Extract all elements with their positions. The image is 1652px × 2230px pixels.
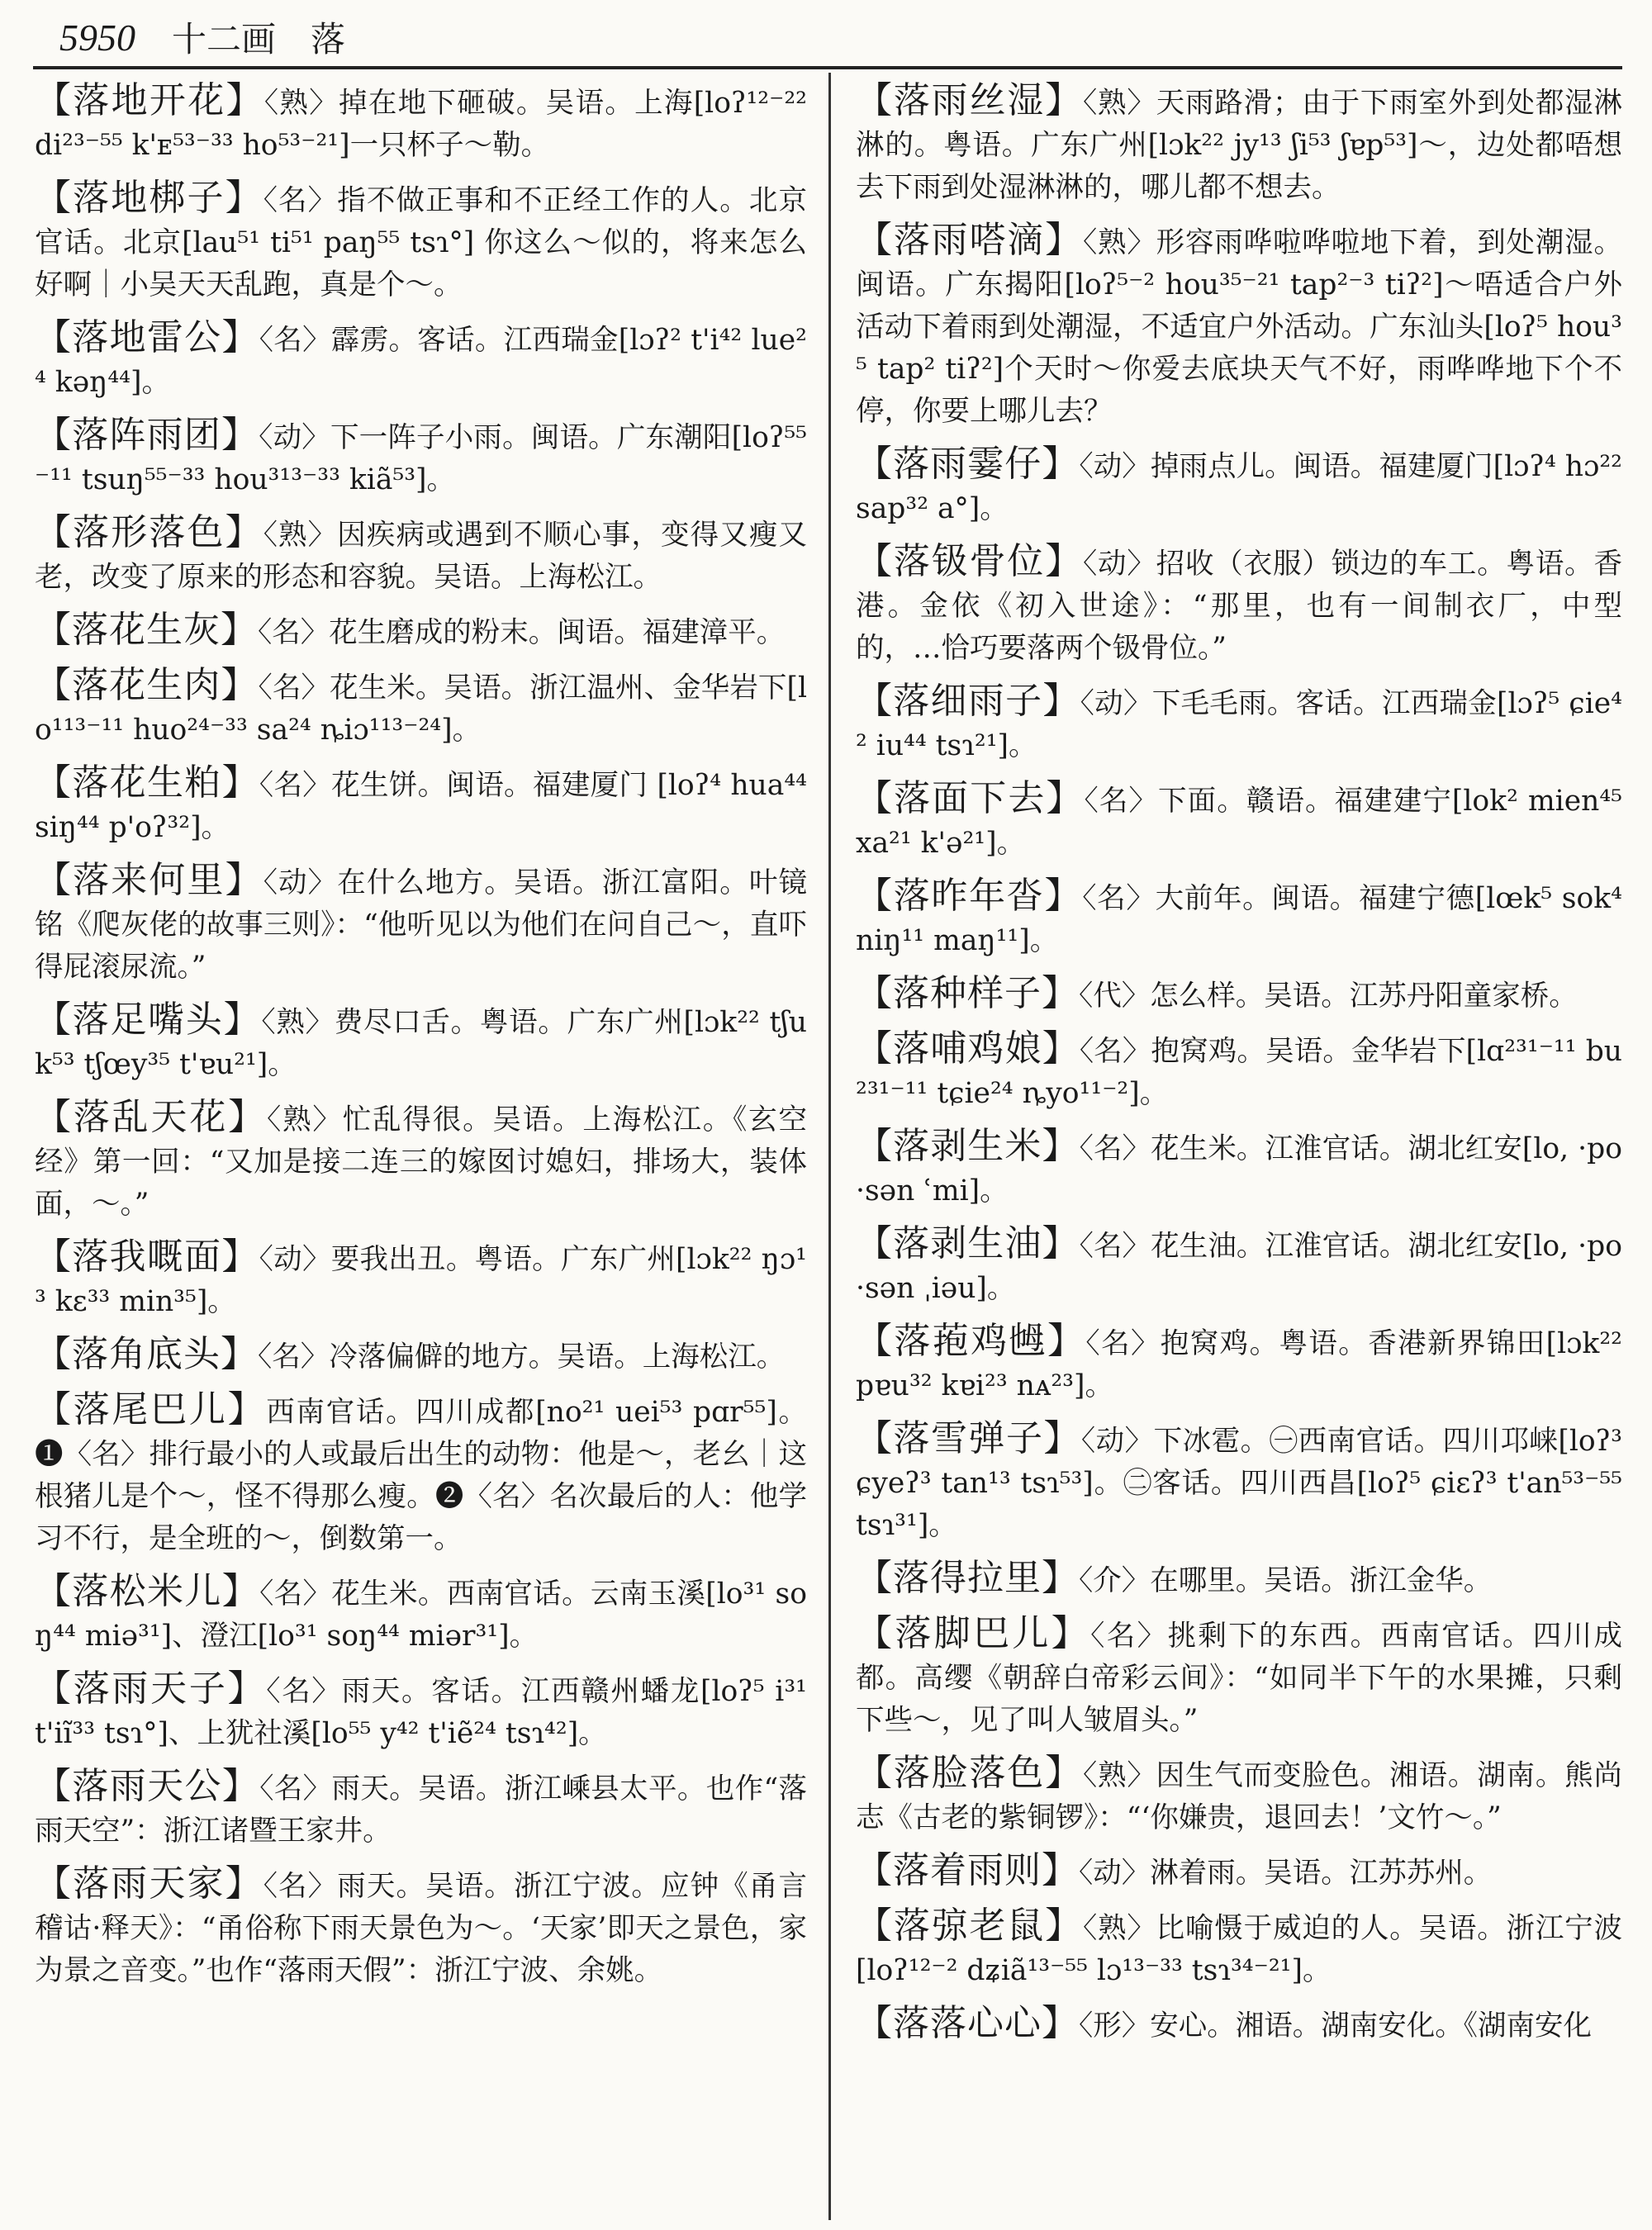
dictionary-entry: [35, 79, 807, 167]
dictionary-entry: [35, 1333, 807, 1378]
entry-headword: 【落细雨子】: [856, 680, 1080, 722]
dictionary-entry: [35, 664, 807, 752]
entry-definition: 〈名〉花生米。江淮官话。湖北红安[lo, ·po ·sən ʿmi]。: [856, 1132, 1622, 1208]
dictionary-entry: [856, 1557, 1622, 1602]
entry-headword: 【落松米儿】: [35, 1570, 260, 1612]
entry-headword: 【落落心心】: [856, 2002, 1079, 2044]
dictionary-entry: [856, 1849, 1622, 1895]
entry-headword: 【落种样子】: [856, 972, 1079, 1014]
entry-headword: 【落脸落色】: [856, 1752, 1083, 1794]
entry-definition: 〈动〉下毛毛雨。客话。江西瑞金[lɔʔ⁵ ɕie⁴² iu⁴⁴ tsɿ²¹]。: [856, 687, 1622, 762]
dictionary-entry: [856, 79, 1622, 209]
entry-definition: 〈动〉掉雨点儿。闽语。福建厦门[lɔʔ⁴ hɔ²² sap³² a°]。: [856, 450, 1622, 525]
entry-headword: 【落弶老鼠】: [856, 1905, 1083, 1947]
entry-headword: 【落菢鸡乸】: [856, 1320, 1086, 1362]
dictionary-entry: [35, 1388, 807, 1560]
header-rule: [33, 66, 1622, 69]
entry-definition: 〈名〉抱窝鸡。粤语。香港新界锦田[lɔk²² pɐu³² kɐi²³ nᴀ²³]。: [856, 1327, 1622, 1402]
entry-definition: 〈代〉怎么样。吴语。江苏丹阳童家桥。: [1079, 980, 1578, 1013]
dictionary-entry: [856, 2002, 1622, 2047]
entry-definition: 〈动〉要我出丑。粤语。广东广州[lɔk²² ŋɔ¹³ kɛ³³ min³⁵]。: [35, 1243, 807, 1318]
entry-definition: 〈名〉大前年。闽语。福建宁德[lœk⁵ sok⁴ niŋ¹¹ maŋ¹¹]。: [856, 882, 1622, 957]
dictionary-entry: [35, 414, 807, 501]
entry-definition: 〈熟〉因生气而变脸色。湘语。湖南。熊尚志《古老的紫铜锣》：“‘你嫌贵，退回去！’文竹～。”: [856, 1759, 1622, 1834]
entry-headword: 【落地开花】: [35, 79, 264, 121]
entry-definition: 〈名〉花生油。江淮官话。湖北红安[lo, ·po ·sən ˌiəu]。: [856, 1230, 1622, 1305]
entry-headword: 【落尾巴儿】: [35, 1388, 267, 1431]
entry-headword: 【落剥生油】: [856, 1222, 1080, 1264]
dictionary-entry: [35, 609, 807, 654]
dictionary-entry: [856, 540, 1622, 670]
dictionary-entry: [856, 1320, 1622, 1407]
entry-definition: 〈动〉下冰雹。㊀西南官话。四川邛崃[loʔ³ ɕyeʔ³ tan¹³ tsɿ⁵³]。㊁客话。四川西昌[loʔ⁵ ɕiɛʔ³ t'an⁵³⁻⁵⁵ tsɿ³¹]。: [856, 1425, 1622, 1542]
entry-headword: 【落着雨则】: [856, 1849, 1079, 1891]
entry-definition: 〈名〉雨天。吴语。浙江宁波。应钟《甬言稽诂·释天》：“甬俗称下雨天景色为～。‘天家’即天之景色，家为景之音变。”也作“落雨天假”：浙江宁波、余姚。: [35, 1870, 807, 1987]
page-title: 十二画 落: [172, 19, 346, 59]
dictionary-entry: [35, 999, 807, 1086]
entry-definition: 〈熟〉忙乱得很。吴语。上海松江。《玄空经》第一回：“又加是接二连三的嫁囡讨媳妇，排场大，装体面，～。”: [35, 1103, 807, 1221]
entry-headword: 【落地梆子】: [35, 177, 263, 219]
entry-headword: 【落雨天公】: [35, 1765, 260, 1807]
entry-definition: 〈熟〉天雨路滑；由于下雨室外到处都湿淋淋的。粤语。广东广州[lɔk²² jy¹³ ʃi⁵³ ʃɐp⁵³]～，边处都唔想去下雨到处湿淋淋的，哪儿都不想去。: [856, 87, 1622, 204]
entry-headword: 【落剥生米】: [856, 1125, 1080, 1167]
entry-definition: 〈名〉花生饼。闽语。福建厦门 [loʔ⁴ hua⁴⁴ siŋ⁴⁴ p'oʔ³²]。: [35, 769, 807, 844]
dictionary-entry: [856, 875, 1622, 962]
entry-definition: 〈名〉花生磨成的粉末。闽语。福建漳平。: [258, 616, 786, 649]
dictionary-entry: [35, 1862, 807, 1992]
entry-definition: 〈形〉安心。湘语。湖南安化。《湖南安化: [1079, 2009, 1592, 2043]
entry-definition: 〈熟〉掉在地下砸破。吴语。上海[loʔ¹²⁻²² di²³⁻⁵⁵ k'ᴇ⁵³⁻³³ ho⁵³⁻²¹]一只杯子～勒。: [35, 87, 807, 162]
dictionary-entry: [856, 972, 1622, 1018]
dictionary-entry: [856, 1125, 1622, 1212]
entry-headword: 【落花生肉】: [35, 664, 259, 706]
entry-headword: 【落雪弹子】: [856, 1417, 1081, 1459]
entry-headword: 【落雨丝湿】: [856, 79, 1083, 121]
dictionary-entry: [35, 511, 807, 599]
entry-headword: 【落角底头】: [35, 1333, 258, 1375]
entry-headword: 【落雨天子】: [35, 1668, 267, 1710]
dictionary-entry: [856, 1417, 1622, 1547]
entry-headword: 【落雨天家】: [35, 1862, 263, 1905]
entry-definition: 〈名〉花生米。西南官话。云南玉溪[lo³¹ soŋ⁴⁴ miə³¹]、澄江[lo³¹ soŋ⁴⁴ miər³¹]。: [35, 1578, 807, 1653]
dictionary-entry: [35, 1236, 807, 1323]
dictionary-entry: [35, 859, 807, 989]
entry-definition: 〈名〉挑剩下的东西。西南官话。四川成都。高缨《朝辞白帝彩云间》：“如同半下午的水果摊，只剩下些～，见了叫人皱眉头。”: [856, 1620, 1622, 1737]
entry-definition: 〈动〉在什么地方。吴语。浙江富阳。叶镜铭《爬灰佬的故事三则》：“他听见以为他们在问自己～，直吓得屁滚尿流。”: [35, 866, 807, 984]
entry-headword: 【落哺鸡娘】: [856, 1027, 1080, 1070]
entry-headword: 【落钑骨位】: [856, 540, 1083, 582]
entry-headword: 【落来何里】: [35, 859, 263, 901]
entry-headword: 【落花生灰】: [35, 609, 258, 651]
page-header: [59, 12, 1622, 63]
left-column: [35, 79, 807, 2218]
dictionary-entry: [35, 1096, 807, 1226]
entry-definition: 〈熟〉因疾病或遇到不顺心事，变得又瘦又老，改变了原来的形态和容貌。吴语。上海松江。: [35, 519, 807, 594]
dictionary-entry: [35, 1668, 807, 1755]
entry-headword: 【落乱天花】: [35, 1096, 267, 1138]
entry-definition: 〈动〉下一阵子小雨。闽语。广东潮阳[loʔ⁵⁵⁻¹¹ tsuŋ⁵⁵⁻³³ hou³¹³⁻³³ kiã⁵³]。: [35, 421, 807, 496]
entry-headword: 【落我嘅面】: [35, 1236, 259, 1278]
dictionary-entry: [856, 680, 1622, 767]
entry-definition: 〈介〉在哪里。吴语。浙江金华。: [1079, 1564, 1493, 1597]
entry-headword: 【落足嘴头】: [35, 999, 262, 1041]
entry-definition: 〈熟〉费尽口舌。粤语。广东广州[lɔk²² tʃuk⁵³ tʃœy³⁵ t'ɐu²¹]。: [35, 1006, 807, 1081]
entry-definition: 〈名〉霹雳。客话。江西瑞金[lɔʔ² t'i⁴² lue²⁴ kəŋ⁴⁴]。: [35, 324, 807, 399]
dictionary-entry: [35, 1765, 807, 1853]
entry-definition: 〈名〉冷落偏僻的地方。吴语。上海松江。: [258, 1340, 786, 1374]
entry-headword: 【落阵雨团】: [35, 414, 259, 456]
dictionary-entry: [35, 762, 807, 849]
entry-headword: 【落雨嗒滴】: [856, 219, 1083, 261]
entry-definition: 〈名〉下面。赣语。福建建宁[lok² mien⁴⁵ xa²¹ k'ə²¹]。: [856, 785, 1622, 860]
dictionary-entry: [856, 1612, 1622, 1742]
entry-headword: 【落花生粕】: [35, 762, 259, 804]
entry-definition: 〈名〉雨天。客话。江西赣州蟠龙[loʔ⁵ i³¹ t'iĩ³³ tsɿ°]、上犹社溪[lo⁵⁵ y⁴² t'iẽ²⁴ tsɿ⁴²]。: [35, 1675, 807, 1750]
entry-headword: 【落昨年沓】: [856, 875, 1083, 917]
entry-definition: 〈名〉雨天。吴语。浙江嵊县太平。也作“落雨天空”：浙江诸暨王家井。: [35, 1772, 807, 1848]
entry-definition: 〈名〉花生米。吴语。浙江温州、金华岩下[lo¹¹³⁻¹¹ huo²⁴⁻³³ sa²⁴ ȵiɔ¹¹³⁻²⁴]。: [35, 671, 807, 747]
dictionary-entry: [856, 219, 1622, 433]
entry-headword: 【落脚巴儿】: [856, 1612, 1091, 1654]
entry-definition: 〈动〉招收（衣服）锁边的车工。粤语。香港。金依《初入世途》：“那里，也有一间制衣厂，中型的，…恰巧要落两个钑骨位。”: [856, 548, 1622, 665]
dictionary-entry: [35, 177, 807, 306]
entry-headword: 【落形落色】: [35, 511, 263, 553]
dictionary-entry: [856, 443, 1622, 530]
entry-definition: 〈名〉抱窝鸡。吴语。金华岩下[lɑ²³¹⁻¹¹ bu²³¹⁻¹¹ tɕie²⁴ ȵyo¹¹⁻²]。: [856, 1035, 1622, 1110]
dictionary-entry: [856, 1752, 1622, 1839]
right-column: [856, 79, 1622, 2218]
entry-headword: 【落得拉里】: [856, 1557, 1079, 1599]
entry-definition: 西南官话。四川成都[no²¹ uei⁵³ pɑr⁵⁵]。❶〈名〉排行最小的人或最后出生的动物：他是～，老幺｜这根猪儿是个～，怪不得那么瘦。❷〈名〉名次最后的人：他学习不行，是全班的～，倒数第一。: [35, 1396, 807, 1555]
entry-definition: 〈熟〉形容雨哗啦哗啦地下着，到处潮湿。闽语。广东揭阳[loʔ⁵⁻² hou³⁵⁻²¹ tap²⁻³ tiʔ²]～唔适合户外活动下着雨到处潮湿，不适宜户外活动。广东汕头[loʔ⁵ hou³⁵ tap² tiʔ²]个天时～你爱去底块天气不好，雨哗哗地下个不停，你要上哪儿去？: [856, 226, 1622, 428]
dictionary-entry: [856, 1222, 1622, 1310]
entry-headword: 【落雨霎仔】: [856, 443, 1080, 485]
entry-headword: 【落地雷公】: [35, 316, 259, 358]
entry-definition: 〈动〉淋着雨。吴语。江苏苏州。: [1079, 1857, 1493, 1890]
dictionary-entry: [35, 316, 807, 404]
column-divider: [828, 73, 831, 2220]
entry-headword: 【落面下去】: [856, 777, 1085, 819]
entry-definition: 〈名〉指不做正事和不正经工作的人。北京官话。北京[lau⁵¹ ti⁵¹ paŋ⁵⁵ tsɿ°] 你这么～似的，将来怎么好啊｜小吴天天乱跑，真是个～。: [35, 184, 807, 301]
dictionary-entry: [856, 1027, 1622, 1115]
page-number: 5950: [59, 16, 135, 59]
dictionary-entry: [856, 1905, 1622, 1992]
dictionary-entry: [856, 777, 1622, 865]
entry-definition: 〈熟〉比喻慑于威迫的人。吴语。浙江宁波[loʔ¹²⁻² dʑiã¹³⁻⁵⁵ lɔ¹³⁻³³ tsɿ³⁴⁻²¹]。: [856, 1912, 1622, 1987]
dictionary-entry: [35, 1570, 807, 1658]
